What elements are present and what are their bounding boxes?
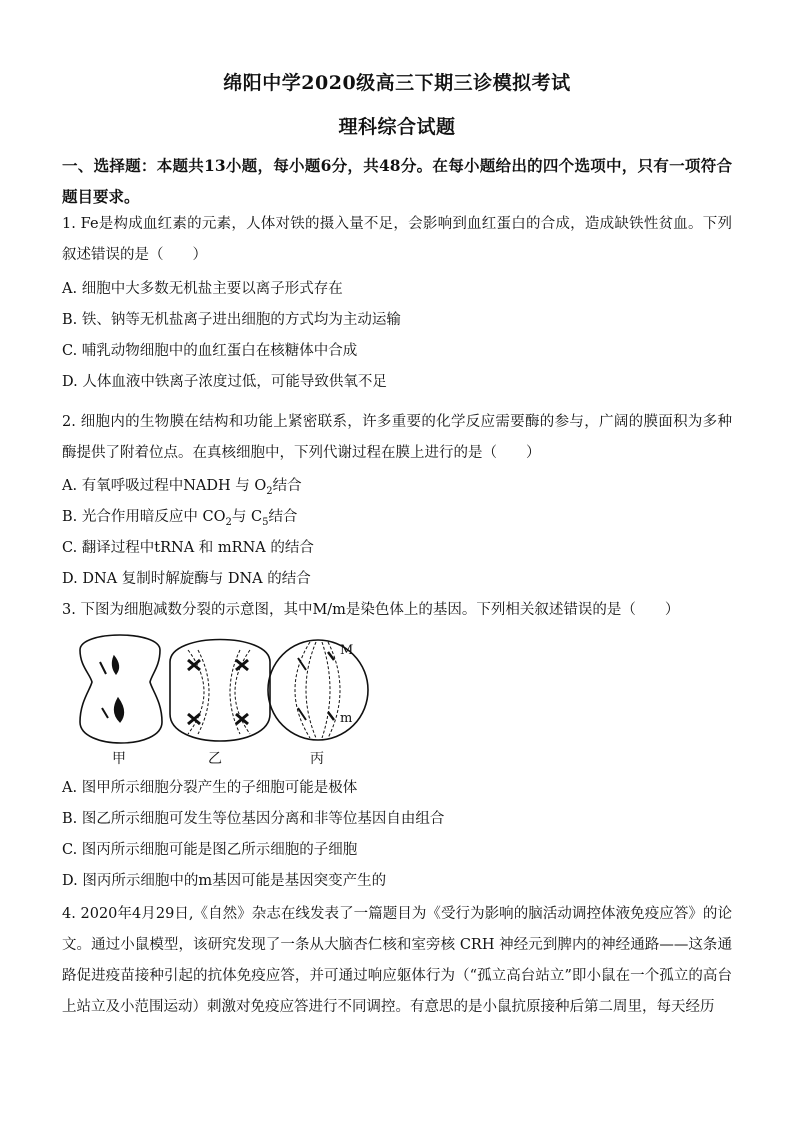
exam-title: 绵阳中学2020级高三下期三诊模拟考试 [223, 72, 571, 94]
cell-jia [80, 635, 162, 743]
chromosome [100, 662, 106, 674]
chromosome [236, 660, 248, 670]
section-heading: 一、选择题：本题共13小题，每小题6分，共48分。在每小题给出的四个选项中，只有一项符合题目要求。 [62, 156, 732, 206]
figure-label-yi: 乙 [208, 751, 222, 767]
question-2-option-a: A. 有氧呼吸过程中NADH 与 $O_2$结合 [62, 478, 302, 497]
question-1-option-a: A. 细胞中大多数无机盐主要以离子形式存在 [62, 281, 343, 297]
chromosome [188, 714, 200, 724]
question-3-option-d: D. 图丙所示细胞中的m基因可能是基因突变产生的 [62, 873, 387, 889]
chromosome [236, 714, 248, 724]
figure-label-jia: 甲 [112, 751, 126, 767]
question-2-stem: 2. 细胞内的生物膜在结构和功能上紧密联系，许多重要的化学反应需要酶的参与，广阔的膜面积为多种酶提供了附着位点。在真核细胞中，下列代谢过程在膜上进行的是（ ） [62, 414, 732, 461]
question-3-option-c: C. 图丙所示细胞可能是图乙所示细胞的子细胞 [62, 842, 358, 858]
chromosome [102, 708, 108, 718]
figure-label-bing: 丙 [310, 751, 324, 767]
chromosome [328, 712, 334, 720]
chromosome [114, 698, 123, 722]
question-2-option-b: B. 光合作用暗反应中 $CO_2$与 $C_5$结合 [62, 509, 298, 528]
exam-subtitle: 理科综合试题 [338, 116, 456, 138]
question-1-option-b: B. 铁、钠等无机盐离子进出细胞的方式均为主动运输 [62, 312, 401, 328]
chromosome [298, 658, 306, 670]
chromosome [188, 660, 200, 670]
gene-label-m: m [340, 711, 353, 726]
gene-label-M: M [340, 643, 354, 658]
question-1-option-d: D. 人体血液中铁离子浓度过低，可能导致供氧不足 [62, 374, 387, 390]
chromosome [112, 656, 118, 674]
question-3-option-b: B. 图乙所示细胞可发生等位基因分离和非等位基因自由组合 [62, 811, 445, 827]
question-1-option-c: C. 哺乳动物细胞中的血红蛋白在核糖体中合成 [62, 343, 358, 359]
question-2-option-c: C. 翻译过程中tRNA 和 mRNA 的结合 [62, 540, 314, 556]
question-1-stem: 1. Fe是构成血红素的元素，人体对铁的摄入量不足，会影响到血红蛋白的合成，造成缺铁性贫血。下列叙述错误的是（ ） [62, 216, 732, 263]
question-3-option-a: A. 图甲所示细胞分裂产生的子细胞可能是极体 [62, 780, 358, 796]
question-4-text: 4. 2020年4月29日,《自然》杂志在线发表了一篇题目为《受行为影响的脑活动调控体液免疫应答》的论文。通过小鼠模型，该研究发现了一条从大脑杏仁核和室旁核 CRH 神经元到脾内的神经通路——这条通路促进疫苗接种引起的抗体免疫应答，并可通过响应躯体行为（“孤立高台站立”即小鼠在一个孤立的高台上站立及小范围运动）刺激对免疫应答进行不同调控。有意思的是小鼠抗原接种后第二周里，每天经历 [62, 906, 732, 1015]
question-2-option-d: D. DNA 复制时解旋酶与 DNA 的结合 [62, 571, 311, 587]
question-3-stem: 3. 下图为细胞减数分裂的示意图，其中M/m是染色体上的基因。下列相关叙述错误的是（ ） [62, 602, 680, 618]
cell-yi [170, 640, 270, 742]
